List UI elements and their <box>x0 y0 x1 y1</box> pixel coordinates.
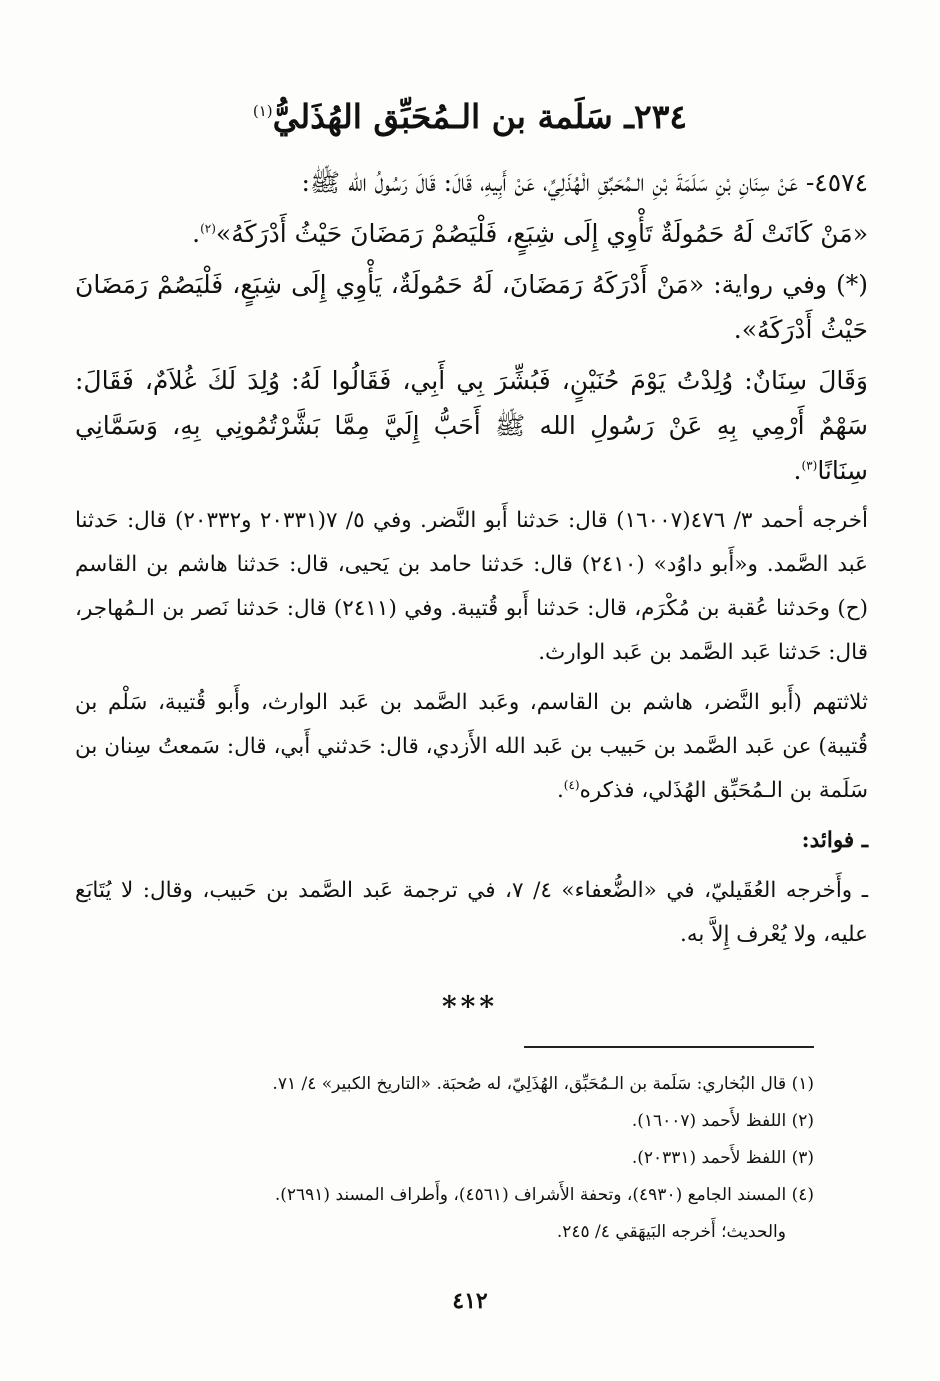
hadith-riwaya: (*) وفي رواية: «مَنْ أَدْرَكَهُ رَمَضَانَ، لَهُ حَمُولَةٌ، يَأْوِي إِلَى شِبَعٍ، فَلْيَصُمْ رَمَضَانَ حَيْثُ أَدْرَكَهُ». <box>75 270 868 344</box>
sinan-text: وَقَالَ سِنَانٌ: وُلِدْتُ يَوْمَ حُنَيْنٍ، فَبُشِّرَ بِي أَبِي، فَقَالُوا لَهُ: وُلِدَ لَكَ غُلاَمٌ، فَقَالَ: سَهْمٌ أَرْمِي بِهِ عَنْ رَسُولِ الله ﷺ أَحَبُّ إِلَيَّ مِمَّا بَشَّرْتُمُونِي بِهِ، وَسَمَّانِي سِنَانًا <box>75 366 868 485</box>
footnote-4: (٤) المسند الجامع (٤٩٣٠)، وتحفة الأَشراف (٤٥٦١)، وأَطراف المسند (٢٦٩١). <box>274 1185 814 1205</box>
hadith-sinan <box>75 358 868 493</box>
chapter-title: ٢٣٤ـ سَلَمة بن الـمُحَبِّق الهُذَليُّ <box>272 97 688 136</box>
section-separator: *** <box>442 990 498 1023</box>
sinan-end: . <box>793 456 802 485</box>
footnote-divider <box>524 1046 814 1048</box>
fawaid-text: ـ وأَخرجه العُقَيليّ، في «الضُّعفاء» ٤/ ٧، في ترجمة عَبد الصَّمد بن حَبيب، وقال: لا يُتَابَع عليه، ولا يُعْرف إِلاَّ به. <box>75 878 869 947</box>
matn-footnote-ref: (٢) <box>200 221 216 236</box>
hadith-intro: ٤٥٧٤- عَنْ سِنَانِ بْنِ سَلَمَةَ بْنِ الـمُحَبِّقِ الْهُذَلِيِّ، عَنْ أَبِيهِ، قَالَ: قَالَ رَسُولُ الله ﷺ: <box>301 168 868 197</box>
takhrij-footnote-ref: (٤) <box>563 777 580 792</box>
takhrij-end: . <box>556 778 564 803</box>
page-number: ٤١٢ <box>452 1288 488 1314</box>
footnote-2: (٢) اللفظ لأَحمد (١٦٠٠٧). <box>631 1111 814 1131</box>
footnote-1: (١) قال البُخاري: سَلَمة بن الـمُحَبِّق، الهُذَلِيّ، له صُحبَة. «التاريخ الكبير» ٤/ ٧١. <box>272 1074 814 1094</box>
takhrij-paragraph-1: أخرجه أحمد ٣/ ٤٧٦(١٦٠٠٧) قال: حَدثنا أَبو النَّضر. وفي ٥/ ٧(٢٠٣٣١ و٢٠٣٣٢) قال: حَدثنا عَبد الصَّمد. و«أَبو داوُد» (٢٤١٠) قال: حَدثنا حامد بن يَحيى، قال: حَدثنا هاشم بن القاسم (ح) وحَدثنا عُقبة بن مُكْرَم، قال: حَدثنا أَبو قُتيبة. وفي (٢٤١١) قال: حَدثنا نَصر بن الـمُهاجر، قال: حَدثنا عَبد الصَّمد بن عَبد الوارث. <box>75 508 869 665</box>
footnote-3: (٣) اللفظ لأَحمد (٢٠٣٣١). <box>631 1148 814 1168</box>
fawaid-title: ـ فوائد: <box>801 828 868 853</box>
hadith-matn <box>75 211 868 256</box>
page-body <box>75 160 868 963</box>
footnotes <box>75 1066 814 1251</box>
hadith-matn-text: «مَنْ كَانَتْ لَهُ حَمُولَةٌ تَأْوِي إِلَى شِبَعٍ، فَلْيَصُمْ رَمَضَانَ حَيْثُ أَدْرَكَهُ» <box>215 219 868 248</box>
sinan-footnote-ref: (٣) <box>801 458 818 473</box>
chapter-heading <box>0 96 940 139</box>
takhrij-paragraph-2 <box>75 681 868 813</box>
matn-end: . <box>192 219 201 248</box>
takhrij-paragraph-2-text: ثلاثتهم (أَبو النَّضر، هاشم بن القاسم، وعَبد الصَّمد بن عَبد الوارث، وأَبو قُتيبة، سَلْم بن قُتيبة) عن عَبد الصَّمد بن حَبيب بن عَبد الله الأَزدي، قال: حَدثني أَبي، قال: سَمعتُ سِنان بن سَلَمة بن الـمُحَبِّق الهُذَلي، فذكره <box>75 690 868 803</box>
footnote-4-continued: والحديث؛ أَخرجه البَيهَقي ٤/ ٢٤٥. <box>556 1222 786 1242</box>
chapter-footnote-ref: (١) <box>252 102 273 120</box>
